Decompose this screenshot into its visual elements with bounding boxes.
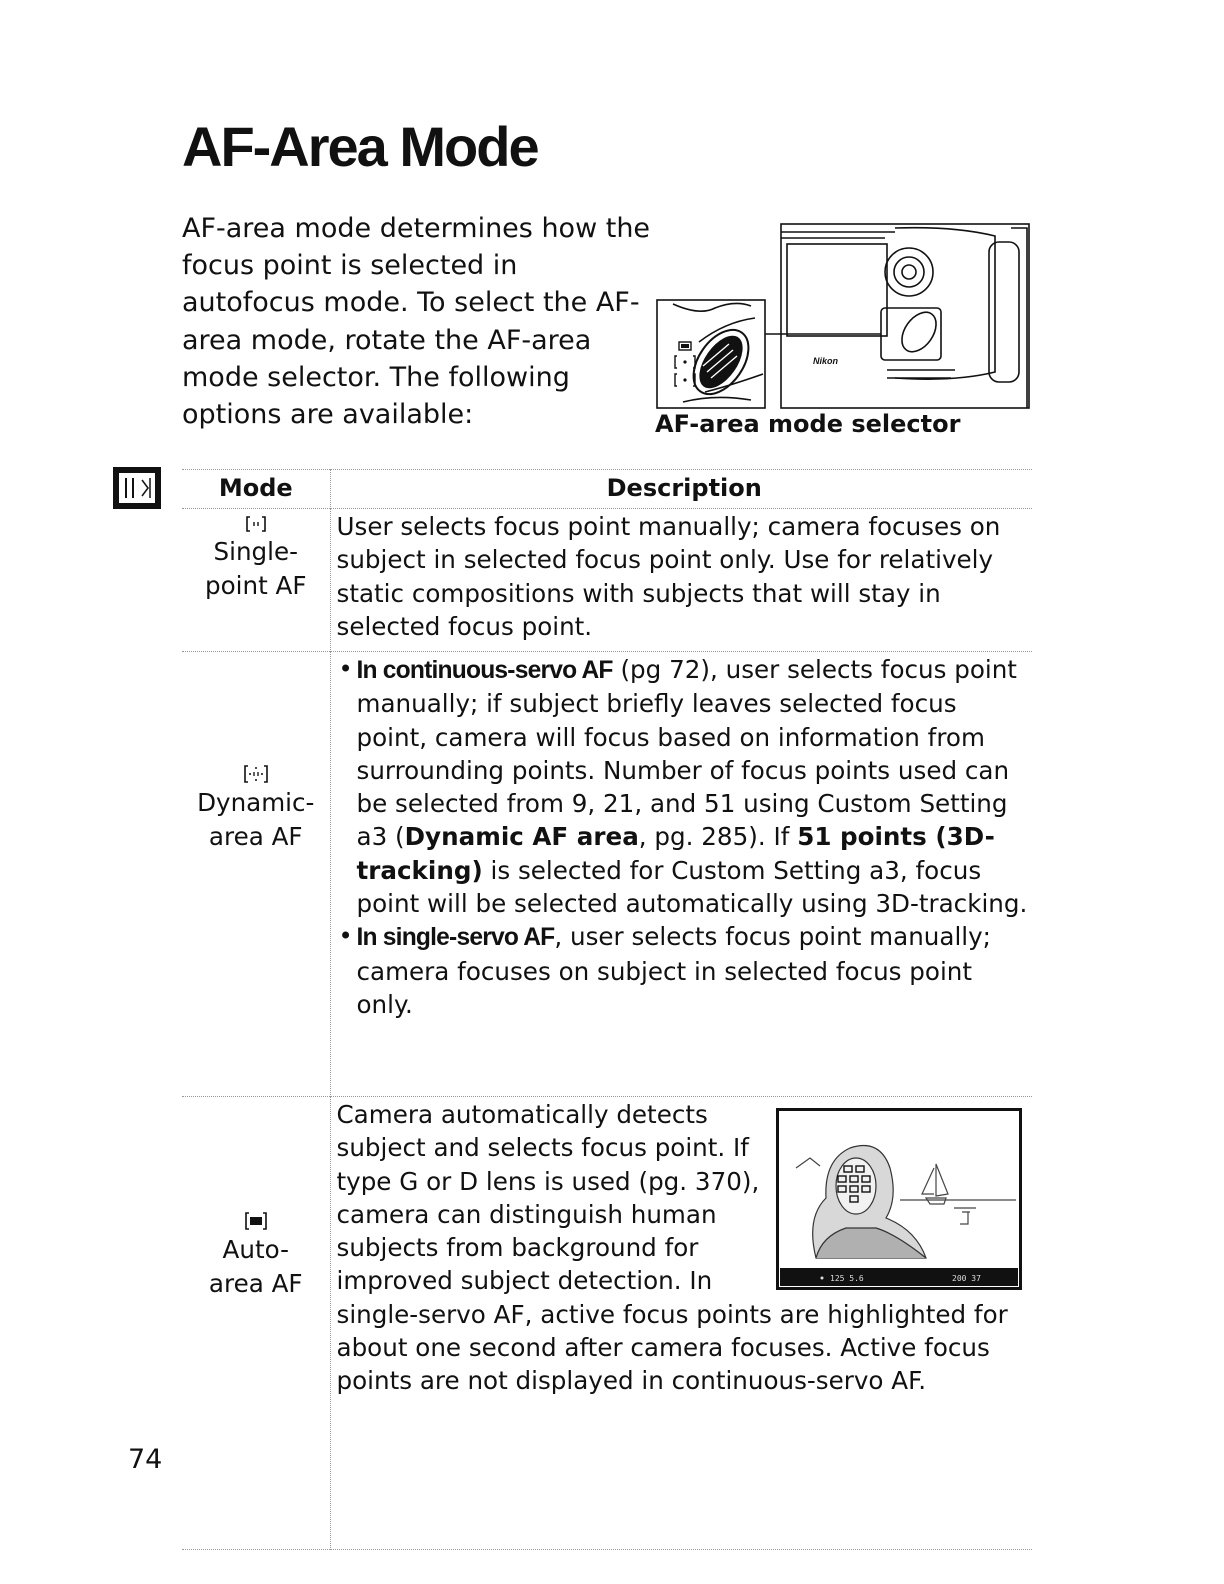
list-item: • In continuous-servo AF (pg 72), user selects focus point manually; if subject briefly leaves selected focus point, camera will focus based on information from surrounding points. Number of focus points used can be selected from 9, 21, and 51 using Custom Setting a3 (Dynamic AF area, pg. 285). If 51 points (3D-tracking) is selected for Custom Setting a3, focus point will be selected automatically using 3D-tracking.: [337, 653, 1033, 920]
intro-paragraph: AF-area mode determines how the focus point is selected in autofocus mode. To select the AF-area mode, rotate the AF-area mode selector. The following options are available:: [182, 213, 651, 431]
mode-label: Dynamic-area AF: [197, 788, 315, 851]
list-item: • In single-servo AF, user selects focus point manually; camera focuses on subject in selected focus point only.: [337, 920, 1033, 1021]
autofocus-chapter-tab-icon: [112, 466, 162, 510]
af-area-mode-selector-illustration: [655, 222, 1031, 410]
mode-label: Single-point AF: [204, 537, 307, 600]
description-text: Camera automatically detects subject and selects focus point. If type G or D lens is used (pg. 370), camera can distinguish human subjects from background for improved subject detection. In single-servo AF, active focus points are highlighted for about one second after camera focuses. Active focus points are not displayed in continuous-servo AF.: [336, 1100, 1008, 1396]
mode-cell: [182, 509, 330, 652]
description-column-header: Description: [330, 470, 1032, 509]
viewfinder-illustration: [776, 1108, 1022, 1290]
mode-cell: [182, 652, 330, 1097]
single-servo-label: In single-servo AF: [356, 924, 555, 952]
3d-tracking-setting: 51 points (3D-tracking): [356, 822, 995, 885]
viewfinder-readout: 125 5.6: [830, 1274, 864, 1283]
mode-label: Auto-area AF: [208, 1235, 303, 1298]
table-row: [182, 1097, 1032, 1550]
description-text: User selects focus point manually; camera focuses on subject in selected focus point only. Use for relatively static compositions with subjects that will stay in selected focus point.: [336, 512, 1001, 641]
description-cell: [330, 509, 1032, 652]
mode-cell: [182, 1097, 330, 1550]
table-row: [182, 652, 1032, 1097]
table-row: [182, 509, 1032, 652]
nikon-brand-label: Nikon: [813, 356, 839, 366]
dynamic-af-area-setting: Dynamic AF area: [404, 822, 639, 852]
af-area-mode-table: [182, 469, 1032, 1550]
viewfinder-count: 200 37: [952, 1274, 981, 1283]
page-number: 74: [128, 1444, 163, 1475]
table-header-row: [182, 470, 1032, 509]
continuous-servo-label: In continuous-servo AF: [356, 657, 613, 684]
page-title: AF-Area Mode: [182, 115, 538, 178]
dynamic-area-af-icon: [244, 764, 268, 784]
selector-caption: AF-area mode selector: [655, 410, 961, 438]
description-cell: [330, 652, 1032, 1097]
auto-area-af-icon: [245, 1211, 267, 1231]
mode-column-header: Mode: [218, 474, 293, 502]
description-cell: [330, 1097, 1032, 1550]
single-point-af-icon: [246, 515, 266, 533]
